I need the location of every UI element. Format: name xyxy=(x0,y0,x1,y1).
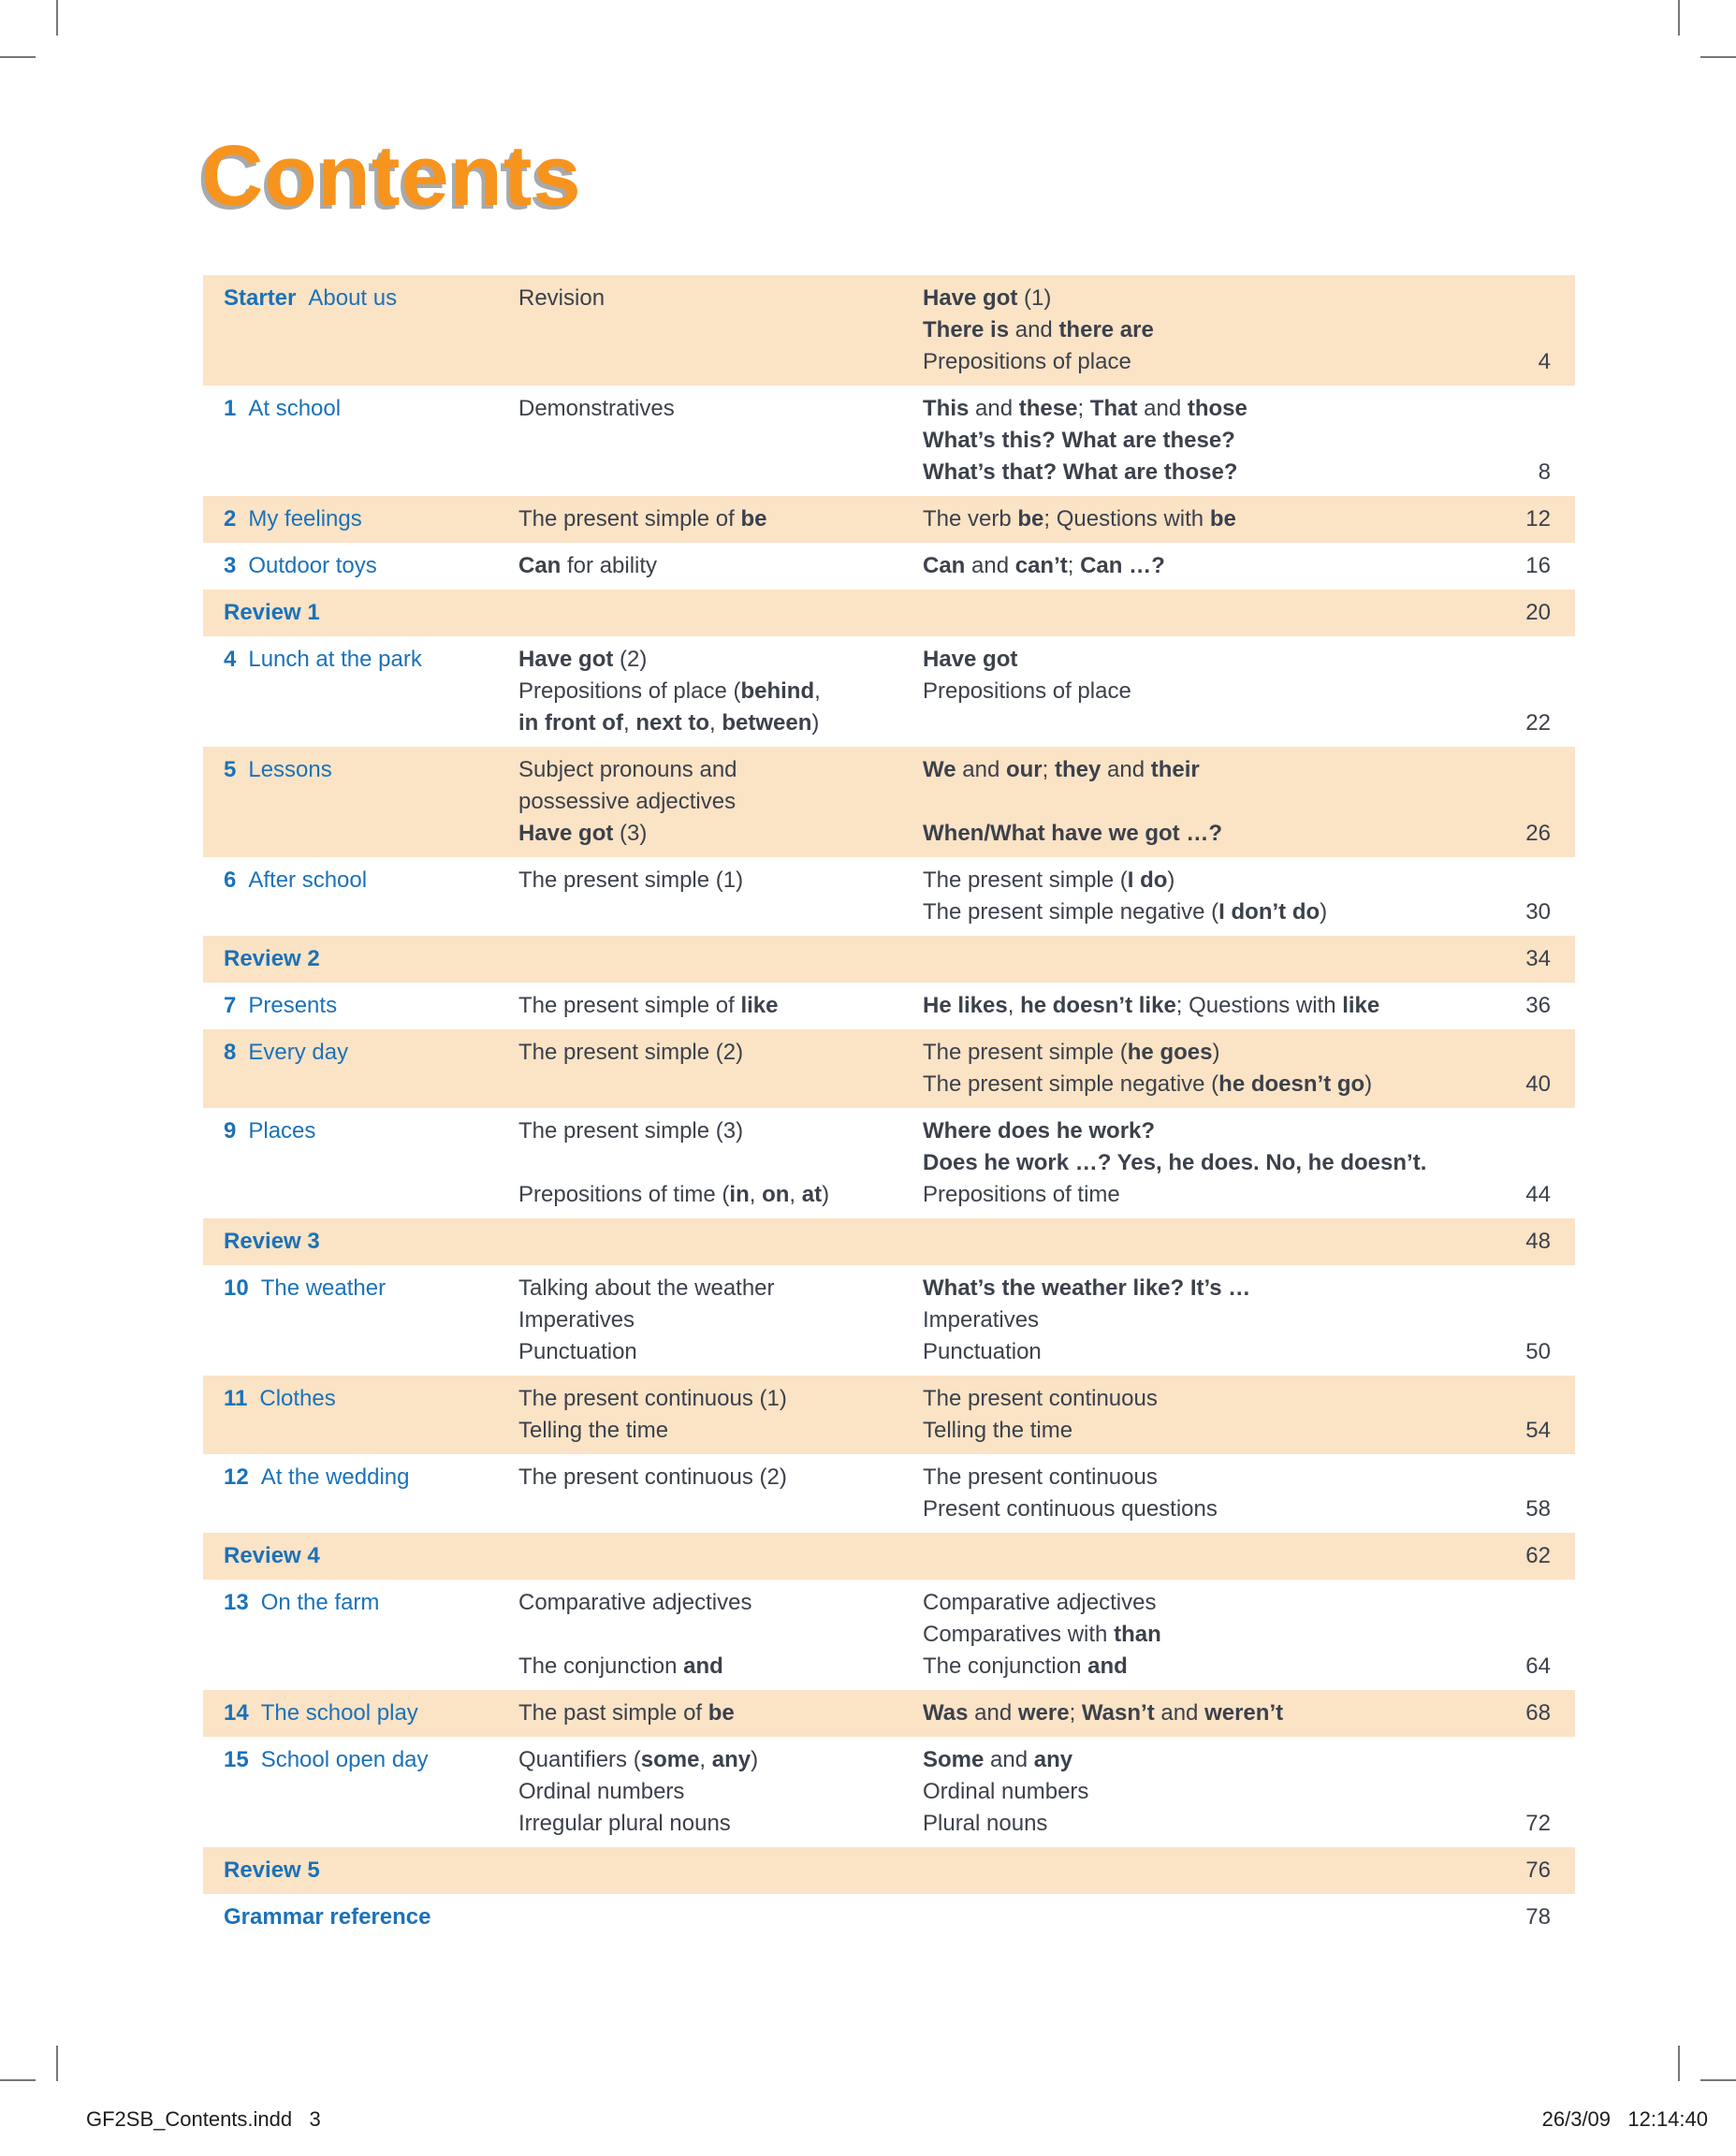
page-number: 34 xyxy=(1525,946,1551,971)
unit-cell xyxy=(224,1115,518,1211)
text-line: Have got (1) xyxy=(923,285,1052,311)
grammar-cell xyxy=(518,1115,923,1211)
toc-row-unit-11 xyxy=(203,1376,1575,1454)
text-line: Subject pronouns and xyxy=(518,757,737,782)
unit-cell xyxy=(224,1901,518,1933)
toc-row-unit-13 xyxy=(203,1580,1575,1690)
text-line: What’s that? What are those? xyxy=(923,459,1238,485)
text-line: Prepositions of time (in, on, at) xyxy=(518,1182,830,1207)
focus-cell xyxy=(923,1540,1478,1572)
page-number: 54 xyxy=(1525,1418,1551,1443)
toc-row-review-2 xyxy=(203,936,1575,983)
unit-cell xyxy=(224,1383,518,1447)
crop-mark xyxy=(1700,56,1736,58)
text-line: When/What have we got …? xyxy=(923,821,1223,846)
grammar-cell xyxy=(518,283,923,378)
page-number: 4 xyxy=(1538,349,1551,374)
grammar-cell xyxy=(518,943,923,975)
page-number: 22 xyxy=(1525,710,1551,736)
footer-timestamp: 26/3/09 12:14:40 xyxy=(1541,2107,1708,2131)
text-line: Can for ability xyxy=(518,553,658,578)
page-number: 36 xyxy=(1525,993,1551,1018)
unit-cell xyxy=(224,943,518,975)
grammar-cell xyxy=(518,1540,923,1572)
unit-number: 9 xyxy=(224,1118,237,1144)
text-line: Comparative adjectives xyxy=(518,1590,752,1615)
grammar-cell xyxy=(518,754,923,850)
text-line: The present simple (he goes) xyxy=(923,1040,1220,1065)
section-label: Review 3 xyxy=(224,1229,320,1254)
text-line: Comparatives with than xyxy=(923,1622,1161,1647)
unit-number: 11 xyxy=(224,1386,248,1411)
unit-title: Every day xyxy=(248,1040,349,1065)
grammar-cell xyxy=(518,503,923,535)
focus-cell xyxy=(923,644,1478,739)
unit-cell xyxy=(224,503,518,535)
text-line: The present continuous xyxy=(923,1386,1158,1411)
page-number: 30 xyxy=(1525,899,1551,925)
footer-filename: GF2SB_Contents.indd 3 xyxy=(86,2107,321,2131)
grammar-cell xyxy=(518,990,923,1022)
text-line: The conjunction and xyxy=(518,1653,723,1679)
unit-title: After school xyxy=(248,867,368,893)
grammar-cell xyxy=(518,1697,923,1729)
crop-mark xyxy=(0,2079,36,2081)
unit-cell xyxy=(224,393,518,488)
toc-row-unit-4 xyxy=(203,636,1575,747)
text-line: The present simple (2) xyxy=(518,1040,744,1065)
focus-cell xyxy=(923,1697,1478,1729)
unit-number: 3 xyxy=(224,553,237,578)
text-line: Imperatives xyxy=(923,1307,1040,1333)
text-line: Have got xyxy=(923,647,1018,672)
grammar-cell xyxy=(518,597,923,629)
toc-row-review-1 xyxy=(203,590,1575,636)
toc-row-review-5 xyxy=(203,1847,1575,1894)
grammar-cell xyxy=(518,1462,923,1525)
text-line: Telling the time xyxy=(518,1418,669,1443)
grammar-cell xyxy=(518,1901,923,1933)
grammar-cell xyxy=(518,550,923,582)
text-line: The present simple (1) xyxy=(518,867,744,893)
text-line: Prepositions of place xyxy=(923,678,1131,704)
unit-title: Lessons xyxy=(248,757,332,782)
toc-row-unit-6 xyxy=(203,857,1575,936)
focus-cell xyxy=(923,550,1478,582)
text-line: The present simple of be xyxy=(518,506,767,532)
grammar-cell xyxy=(518,865,923,928)
unit-title: The school play xyxy=(260,1700,418,1726)
unit-cell xyxy=(224,597,518,629)
text-line xyxy=(923,786,1478,818)
text-line: What’s this? What are these? xyxy=(923,428,1235,453)
text-line: There is and there are xyxy=(923,317,1154,342)
text-line: Present continuous questions xyxy=(923,1496,1218,1522)
text-line: What’s the weather like? It’s … xyxy=(923,1275,1251,1301)
unit-cell xyxy=(224,1273,518,1368)
text-line: Does he work …? Yes, he does. No, he doesn’t. xyxy=(923,1150,1427,1175)
grammar-cell xyxy=(518,393,923,488)
focus-cell xyxy=(923,393,1478,488)
text-line: Talking about the weather xyxy=(518,1275,775,1301)
grammar-cell xyxy=(518,1855,923,1886)
text-line: Revision xyxy=(518,285,605,311)
grammar-cell xyxy=(518,1587,923,1683)
crop-mark xyxy=(56,2046,58,2081)
text-line: Demonstratives xyxy=(518,396,675,421)
text-line: Imperatives xyxy=(518,1307,635,1333)
unit-number: 8 xyxy=(224,1040,237,1065)
grammar-cell xyxy=(518,644,923,739)
text-line: The present simple (3) xyxy=(518,1118,744,1144)
unit-number: 4 xyxy=(224,647,237,672)
text-line: The present simple negative (I don’t do) xyxy=(923,899,1328,925)
text-line: in front of, next to, between) xyxy=(518,710,820,736)
focus-cell xyxy=(923,754,1478,850)
unit-title: Lunch at the park xyxy=(248,647,422,672)
text-line: The present simple (I do) xyxy=(923,867,1175,893)
page-number: 72 xyxy=(1525,1811,1551,1836)
text-line: Where does he work? xyxy=(923,1118,1156,1144)
focus-cell xyxy=(923,1855,1478,1886)
unit-cell xyxy=(224,1462,518,1525)
text-line: We and our; they and their xyxy=(923,757,1200,782)
text-line: The present simple of like xyxy=(518,993,779,1018)
unit-cell xyxy=(224,754,518,850)
page-title: Contents xyxy=(201,128,582,224)
text-line: Have got (2) xyxy=(518,647,648,672)
toc-row-unit-12 xyxy=(203,1454,1575,1533)
text-line: Prepositions of place (behind, xyxy=(518,678,821,704)
focus-cell xyxy=(923,1226,1478,1258)
text-line: Quantifiers (some, any) xyxy=(518,1747,759,1772)
unit-number: 6 xyxy=(224,867,237,893)
text-line: Irregular plural nouns xyxy=(518,1811,731,1836)
contents-table xyxy=(203,275,1575,1941)
text-line xyxy=(518,1147,923,1179)
text-line: Punctuation xyxy=(923,1339,1042,1364)
text-line: Plural nouns xyxy=(923,1811,1048,1836)
unit-title: On the farm xyxy=(260,1590,380,1615)
text-line: Was and were; Wasn’t and weren’t xyxy=(923,1700,1284,1726)
unit-title: Outdoor toys xyxy=(248,553,377,578)
focus-cell xyxy=(923,1901,1478,1933)
section-label: Review 5 xyxy=(224,1857,320,1883)
crop-mark xyxy=(56,0,58,36)
text-line: Some and any xyxy=(923,1747,1073,1772)
section-label: Review 2 xyxy=(224,946,320,971)
text-line xyxy=(518,1619,923,1651)
page-number: 40 xyxy=(1525,1071,1551,1097)
grammar-cell xyxy=(518,1226,923,1258)
toc-row-unit-5 xyxy=(203,747,1575,857)
toc-row-unit-starter xyxy=(203,275,1575,386)
page-number: 26 xyxy=(1525,821,1551,846)
focus-cell xyxy=(923,1587,1478,1683)
toc-row-unit-9 xyxy=(203,1108,1575,1218)
unit-cell xyxy=(224,644,518,739)
page-number: 44 xyxy=(1525,1182,1551,1207)
unit-cell xyxy=(224,1540,518,1572)
crop-mark xyxy=(0,56,36,58)
grammar-cell xyxy=(518,1383,923,1447)
page-number: 48 xyxy=(1525,1229,1551,1254)
page-number: 68 xyxy=(1525,1700,1551,1726)
text-line: Can and can’t; Can …? xyxy=(923,553,1165,578)
crop-mark xyxy=(1678,2046,1680,2081)
unit-number: 14 xyxy=(224,1700,249,1726)
text-line: The conjunction and xyxy=(923,1653,1128,1679)
unit-cell xyxy=(224,1587,518,1683)
focus-cell xyxy=(923,597,1478,629)
toc-row-unit-10 xyxy=(203,1265,1575,1376)
focus-cell xyxy=(923,283,1478,378)
grammar-cell xyxy=(518,1744,923,1840)
focus-cell xyxy=(923,1744,1478,1840)
unit-title: Places xyxy=(248,1118,316,1144)
unit-number: 7 xyxy=(224,993,237,1018)
unit-number: Starter xyxy=(224,285,297,311)
text-line: The present continuous (1) xyxy=(518,1386,787,1411)
focus-cell xyxy=(923,1462,1478,1525)
text-line: Comparative adjectives xyxy=(923,1590,1157,1615)
section-label: Review 4 xyxy=(224,1543,320,1568)
unit-title: At the wedding xyxy=(260,1464,410,1490)
page-number: 16 xyxy=(1525,553,1551,578)
unit-number: 5 xyxy=(224,757,237,782)
text-line: The verb be; Questions with be xyxy=(923,506,1236,532)
unit-title: Clothes xyxy=(259,1386,336,1411)
unit-cell xyxy=(224,1744,518,1840)
toc-row-unit-14 xyxy=(203,1690,1575,1737)
text-line: possessive adjectives xyxy=(518,789,737,814)
grammar-cell xyxy=(518,1037,923,1100)
page-number: 62 xyxy=(1525,1543,1551,1568)
unit-number: 1 xyxy=(224,396,237,421)
page-number: 20 xyxy=(1525,600,1551,625)
text-line: Ordinal numbers xyxy=(923,1779,1089,1804)
text-line: Prepositions of time xyxy=(923,1182,1120,1207)
toc-row-unit-1 xyxy=(203,386,1575,496)
grammar-cell xyxy=(518,1273,923,1368)
toc-row-review-3 xyxy=(203,1218,1575,1265)
focus-cell xyxy=(923,503,1478,535)
crop-mark xyxy=(1700,2079,1736,2081)
unit-title: Presents xyxy=(248,993,338,1018)
text-line: He likes, he doesn’t like; Questions with like xyxy=(923,993,1380,1018)
unit-cell xyxy=(224,1037,518,1100)
unit-cell xyxy=(224,1697,518,1729)
unit-cell xyxy=(224,283,518,378)
page-number: 58 xyxy=(1525,1496,1551,1522)
text-line: The present simple negative (he doesn’t go) xyxy=(923,1071,1373,1097)
toc-row-unit-3 xyxy=(203,543,1575,590)
unit-cell xyxy=(224,550,518,582)
focus-cell xyxy=(923,1273,1478,1368)
page-number: 12 xyxy=(1525,506,1551,532)
text-line: The present continuous xyxy=(923,1464,1158,1490)
toc-row-unit-15 xyxy=(203,1737,1575,1847)
page-number: 8 xyxy=(1538,459,1551,485)
focus-cell xyxy=(923,1383,1478,1447)
unit-number: 13 xyxy=(224,1590,249,1615)
text-line: Prepositions of place xyxy=(923,349,1131,374)
focus-cell xyxy=(923,1037,1478,1100)
text-line: Telling the time xyxy=(923,1418,1073,1443)
text-line: This and these; That and those xyxy=(923,396,1247,421)
focus-cell xyxy=(923,990,1478,1022)
unit-number: 10 xyxy=(224,1275,249,1301)
text-line: Punctuation xyxy=(518,1339,637,1364)
unit-title: The weather xyxy=(260,1275,387,1301)
focus-cell xyxy=(923,943,1478,975)
unit-cell xyxy=(224,990,518,1022)
toc-row-grammar-reference xyxy=(203,1894,1575,1941)
text-line: Ordinal numbers xyxy=(518,1779,685,1804)
unit-title: My feelings xyxy=(248,506,362,532)
unit-title: About us xyxy=(308,285,398,311)
focus-cell xyxy=(923,1115,1478,1211)
unit-cell xyxy=(224,865,518,928)
page-number: 76 xyxy=(1525,1857,1551,1883)
unit-number: 12 xyxy=(224,1464,249,1490)
page-number: 64 xyxy=(1525,1653,1551,1679)
crop-mark xyxy=(1678,0,1680,36)
toc-row-unit-7 xyxy=(203,983,1575,1029)
toc-row-unit-2 xyxy=(203,496,1575,543)
unit-cell xyxy=(224,1226,518,1258)
section-label: Grammar reference xyxy=(224,1904,431,1930)
unit-cell xyxy=(224,1855,518,1886)
unit-title: At school xyxy=(248,396,342,421)
page-number: 78 xyxy=(1525,1904,1551,1930)
unit-number: 2 xyxy=(224,506,237,532)
text-line: Have got (3) xyxy=(518,821,648,846)
toc-row-unit-8 xyxy=(203,1029,1575,1108)
focus-cell xyxy=(923,865,1478,928)
text-line: The past simple of be xyxy=(518,1700,735,1726)
unit-title: School open day xyxy=(260,1747,429,1772)
section-label: Review 1 xyxy=(224,600,320,625)
unit-number: 15 xyxy=(224,1747,249,1772)
text-line: The present continuous (2) xyxy=(518,1464,787,1490)
page-number: 50 xyxy=(1525,1339,1551,1364)
toc-row-review-4 xyxy=(203,1533,1575,1580)
